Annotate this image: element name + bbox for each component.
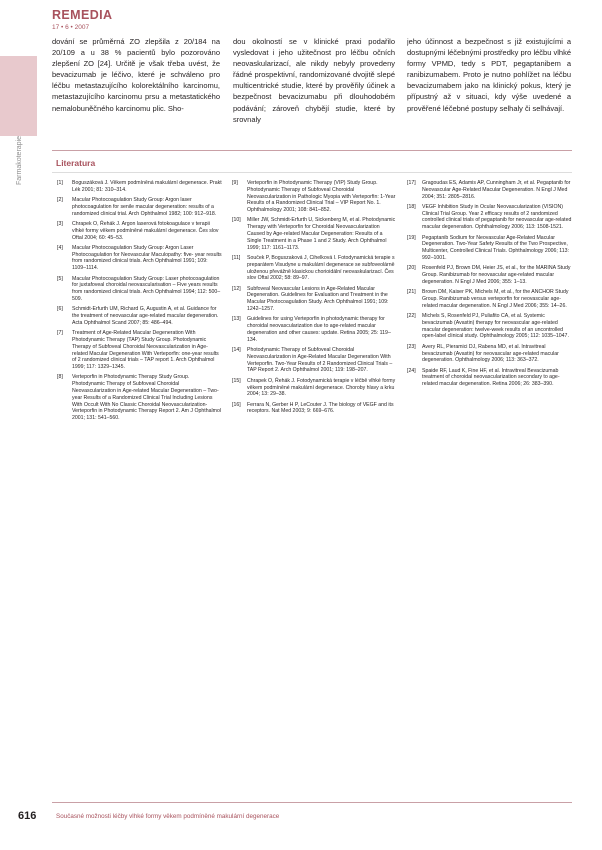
reference-text: VEGF Inhibition Study in Ocular Neovascularization (VISION) Clinical Trial Group. Year 2 efficacy results of 2 randomized controlled clinical trials of pegaptanib for neovascular age-related macular degeneration. Ophthalmology 2006; 113: 1508-1521. [422,203,572,231]
reference-text: Photodynamic Therapy of Subfoveal Choroidal Neovascularization in Age-Related Macular Degeneration With Verteporfin. Two-Year Results of 2 Randomized Clinical Trials – TAP Report 2. Arch Ophthalmol 2001; 119: 198–207. [247,347,393,374]
reference-number: [3] [57,220,63,227]
reference-text: Chrapek O, Řehák J. Fotodynamická terapie v léčbě vlhké formy věkem podmíněné makulární degenerace. Choroby hlavy a krku 2004; 13: 29–38. [247,377,396,398]
body-paragraph: jeho účinnost a bezpečnost s již existujícími a dostupnými léčebnými prostředky pro léčbu vlhké formy VPMD, tedy s PDT, pegaptanibem a ranibizumabem. Proto je nutno pohlížet na léčbu bevacizumabem jako na klinický pokus, který je přípustný až v situaci, kdy výše uvedené a prověřené léčebné postupy selhaly či selhávají. [407,37,571,113]
references-column-2 [232,180,397,419]
reference-number: [5] [57,275,63,282]
section-label: Farmakoterapie [16,135,23,185]
section-tab [0,56,37,136]
reference-item [407,368,572,388]
running-title: Současné možnosti léčby vlhké formy věkem podmíněné makulární degenerace [56,813,280,820]
reference-number: [20] [407,265,416,272]
reference-item [407,313,572,340]
reference-item [57,306,222,326]
references-column-1 [57,180,222,426]
reference-text: Brown DM, Kaiser PK, Michels M, et al., for the ANCHOR Study Group. Ranibizumab versus verteporfin for neovascular age-related macular degeneration. N Engl J Med 2006; 355: 14–26. [422,289,569,309]
reference-number: [10] [232,217,241,224]
reference-number: [13] [232,316,241,323]
reference-item [407,265,572,285]
section-divider [52,150,572,151]
body-column-1 [52,36,220,144]
reference-number: [1] [57,180,63,186]
reference-text: Chrapek O, Řehák J. Argon laserová fotokoagulace v terapii vlhké formy věkem podmíněné makulární degenerace. Čes slov Oftal 2004; 60: 45–53. [72,220,219,241]
reference-text: Ferrara N, Gerber H P, LeCouter J. The biology of VEGF and its receptors. Nat Med 2003; 9: 669–676. [247,401,394,415]
reference-item [57,330,222,371]
reference-number: [14] [232,347,241,354]
reference-text: Treatment of Age-Related Macular Degeneration With Photodynamic Therapy (TAP) Study Group. Photodynamic Therapy of Subfoveal Choroidal Neovascularization in Age-related Macular Degeneration With Verteporfin: one-year results of 2 randomized clinical trials – TAP report 1. Arch Ophthalmol 1999; 117: 1329–1345. [72,330,219,371]
reference-item [232,316,397,343]
reference-item [57,245,222,272]
reference-number: [6] [57,306,63,313]
reference-item [232,347,397,374]
reference-number: [24] [407,367,416,374]
reference-item [57,180,222,194]
reference-item [232,402,397,416]
reference-item [407,344,572,364]
body-paragraph: dou okolností se v klinické praxi podařilo vysledovat i jeho užitečnost pro léčbu očních neovaskularizací, ale nikdy nebyly provedeny řádné prospektivní, randomizované dvojitě slepé multicentrické studie, které by prověřily účinek a bezpečnost bevacizumabu při dlouhodobém podávání; zároveň chybějí studie, které by srovnaly [233,37,395,124]
reference-item [407,289,572,309]
issue-number: 17 • 6 • 2007 [52,24,90,31]
reference-text: Macular Photocoagulation Study Group: Argon Laser Photocoagulation for Neovascular Maculopathy: five- year results from randomized clinical trials. Arch Ophthalmol 1991; 109: 1109–1114. [72,244,222,272]
reference-text: Schmidt-Erfurth UM, Richard G, Augustin A, et al. Guidance for the treatment of neovascular age-related macular degeneration. Acta Ophthalmol Scand 2007; 85: 486–494. [72,306,219,326]
reference-number: [18] [407,203,416,210]
references-heading: Literatura [56,158,96,168]
reference-item [407,204,572,231]
reference-number: [23] [407,343,416,350]
reference-item [57,221,222,241]
reference-text: Souček P, Boguszaková J, Cihelková I. Fotodynamická terapie s preparátem Visudyne u makulární degenerace se subfoveolárně uloženou převážně klasickou chorioidální neovaskularizací. Čes slov Oftal 2002; 58: 89–97. [247,254,395,282]
reference-text: Subfoveal Neovascular Lesions in Age-Related Macular Degeneration. Guidelines for Evaluation and Treatment in the Macular Photocoagulation Study. Arch Ophthalmol 1991; 109: 1242–1257. [247,285,389,313]
reference-text: Verteporfin in Photodynamic Therapy Study Group. Photodynamic Therapy of Subfoveal Choroidal Neovascularization in Age-related Macular Degeneration – Two-year Results of a Randomized Clinical Trial Including Lesions With Occult With No Classic Choroidal Neovascularization-Verteporfin in Photodynamic Therapy Report 2. Am J Ophthalmol 2001; 131: 541–560. [72,374,221,422]
reference-text: Verteporfin in Photodynamic Therapy (VIP) Study Group. Photodynamic Therapy of Subfoveal Choroidal Neovascularization in Pathologic Myopia with Verteporfin: 1-Year Results of a Randomized Clinical Trial – VIP Report No. 1. Ophthalmology 2001; 108: 841–852. [247,180,396,214]
footer-divider [52,802,572,803]
reference-number: [22] [407,313,416,320]
body-column-3 [407,36,571,144]
reference-text: Avery RL, Pieramici DJ, Rabena MD, et al. Intravitreal bevacizumab (Avastin) for neovascular age-related macular degeneration. Ophthalmology 2006; 113: 363–372. [422,343,559,364]
reference-text: Macular Photocoagulation Study Group: Laser photocoagulation for juxtafoveal choroidal neovascularisation – Five years results from randomized clinical trials. Arch Ophthalmol 1994; 112: 500–509. [72,275,221,302]
reference-item [57,197,222,217]
reference-item [232,180,397,214]
reference-item [232,255,397,282]
reference-number: [9] [232,180,238,186]
reference-item [232,378,397,398]
references-column-3 [407,180,572,392]
reference-number: [7] [57,330,63,337]
reference-number: [2] [57,197,63,204]
reference-text: Boguszáková J. Věkem podmíněná makulární degenerace. Prakt Lék 2001; 81: 310–314. [72,180,222,193]
journal-logo: REMEDIA [52,8,113,22]
reference-item [232,286,397,313]
reference-text: Rosenfeld PJ, Brown DM, Heier JS, et al., for the MARINA Study Group. Ranibizumab for neovascular age-related macular degeneration. N Engl J Med 2006; 355: 1–13. [422,265,571,285]
reference-text: Guidelines for using Verteporfin in photodynamic therapy for choroidal neovascularization due to age-related macular degeneration and other causes: update. Retina 2005; 25: 119–134. [247,316,391,343]
reference-text: Pegaptanib Sodium for Neovascular Age-Related Macular Degeneration. Two-Year Safety Results of the Two Prospective, Multicenter, Controlled Clinical Trials. Ophthalmology 2006; 113: 992–1001. [422,234,569,261]
reference-number: [4] [57,244,63,251]
reference-item [407,235,572,262]
reference-number: [16] [232,401,241,408]
reference-number: [12] [232,285,241,292]
reference-text: Michels S, Rosenfeld PJ, Puliafito CA, et al. Systemic bevacizumab (Avastin) therapy for neovascular age-related macular degeneration: twelve-week results of an uncontrolled open-label clinical study. Ophthalmology 2005; 112: 1035–1047. [422,313,569,340]
reference-number: [17] [407,180,416,186]
body-column-2 [233,36,395,144]
reference-item [407,180,572,200]
reference-item [57,374,222,422]
reference-item [57,276,222,303]
reference-number: [21] [407,289,416,296]
reference-text: Gragoudas ES, Adamis AP, Cunningham Jr, et al. Pegaptanib for Neovascular Age-Related Macular Degeneration. N Engl J Med 2004; 351: 2805–2816. [422,180,571,200]
reference-number: [19] [407,234,416,241]
reference-text: Spaide RF, Laud K, Fine HF, et al. Intravitreal Bevacizumab treatment of choroidal neovascularization secondary to age-related macular degeneration. Retina 2006; 26: 383–390. [422,367,560,388]
reference-number: [11] [232,254,241,261]
reference-number: [8] [57,374,63,381]
reference-text: Macular Photocoagulation Study Group: Argon laser photocoagulation for senile macular degeneration: results of a randomized clinical trial. Arch Ophthalmol 1982; 100: 912–918. [72,197,217,217]
reference-item [232,217,397,251]
body-paragraph: dování se průměrná ZO zlepšila z 20/184 na 20/109 a u 38 % pacientů bylo pozorováno zlepšení ZO [24]. Určitě je však třeba uvést, že bevacizumab je léčivo, které je schváleno pro léčbu metastazujícího kolorektálního karcinomu, metastazujícího karcinomu prsu a metastatického nemalobuněčného karcinomu plic. Sho- [52,37,220,113]
reference-number: [15] [232,377,241,384]
heading-divider [52,172,572,173]
page-number: 616 [18,810,37,822]
reference-text: Miller JW, Schmidt-Erfurth U, Sickenberg M, et al. Photodynamic Therapy with Verteporfin for Choroidal Neovascularization Caused by Age-related Macular Degeneration: Results of a Single Treatment in a Phase 1 and 2 Study. Arch Ophthalmol 1999; 117: 1161–1173. [247,217,396,251]
